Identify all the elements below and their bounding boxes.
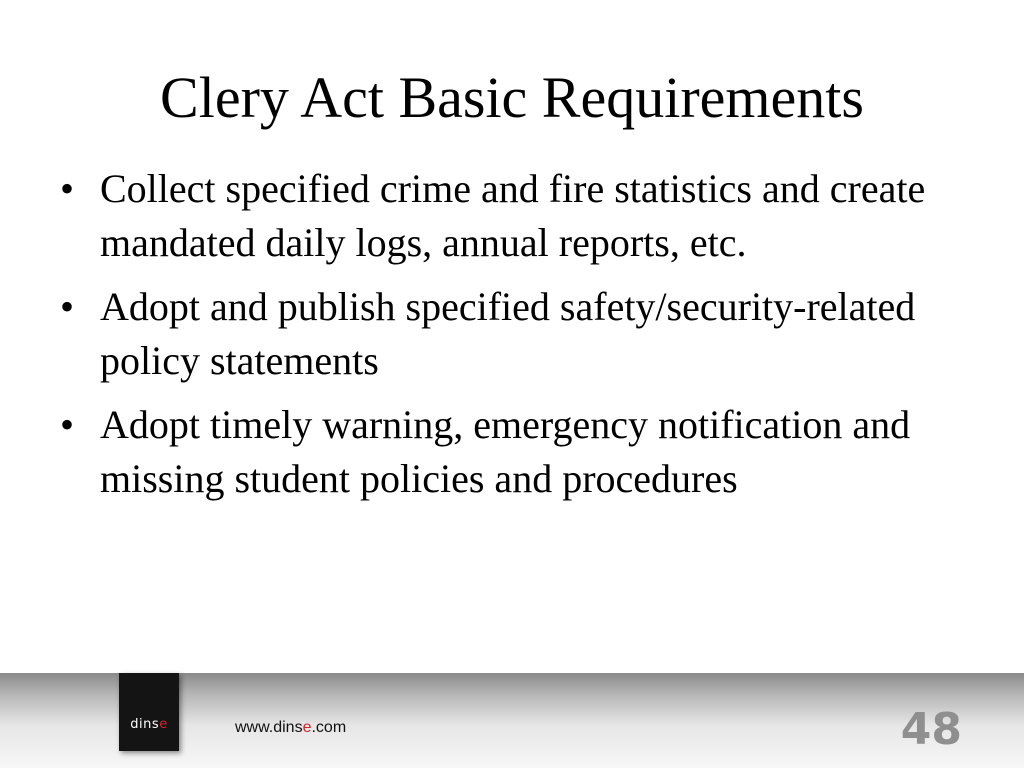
url-accent: e bbox=[302, 719, 312, 736]
bullet-text: Adopt timely warning, emergency notification and missing student policies and procedures bbox=[100, 402, 911, 501]
url-prefix: www.dins bbox=[235, 719, 303, 736]
bullet-text: Adopt and publish specified safety/security-related policy statements bbox=[100, 284, 916, 383]
bullet-text: Collect specified crime and fire statistics and create mandated daily logs, annual reports, etc. bbox=[100, 166, 926, 265]
bullet-list bbox=[60, 162, 990, 516]
logo-text-accent: e bbox=[159, 717, 168, 732]
bullet-icon: • bbox=[60, 284, 75, 329]
dinse-logo bbox=[119, 673, 179, 751]
logo-wordmark bbox=[119, 717, 179, 732]
page-number: 48 bbox=[900, 704, 962, 755]
bullet-icon: • bbox=[60, 402, 75, 447]
footer-url bbox=[235, 719, 346, 737]
bullet-item bbox=[60, 398, 990, 506]
bullet-item bbox=[60, 162, 990, 270]
bullet-item bbox=[60, 280, 990, 388]
url-suffix: .com bbox=[311, 719, 347, 736]
slide-title: Clery Act Basic Requirements bbox=[160, 65, 864, 130]
logo-text-main: dins bbox=[130, 717, 160, 732]
bullet-icon: • bbox=[60, 166, 75, 211]
